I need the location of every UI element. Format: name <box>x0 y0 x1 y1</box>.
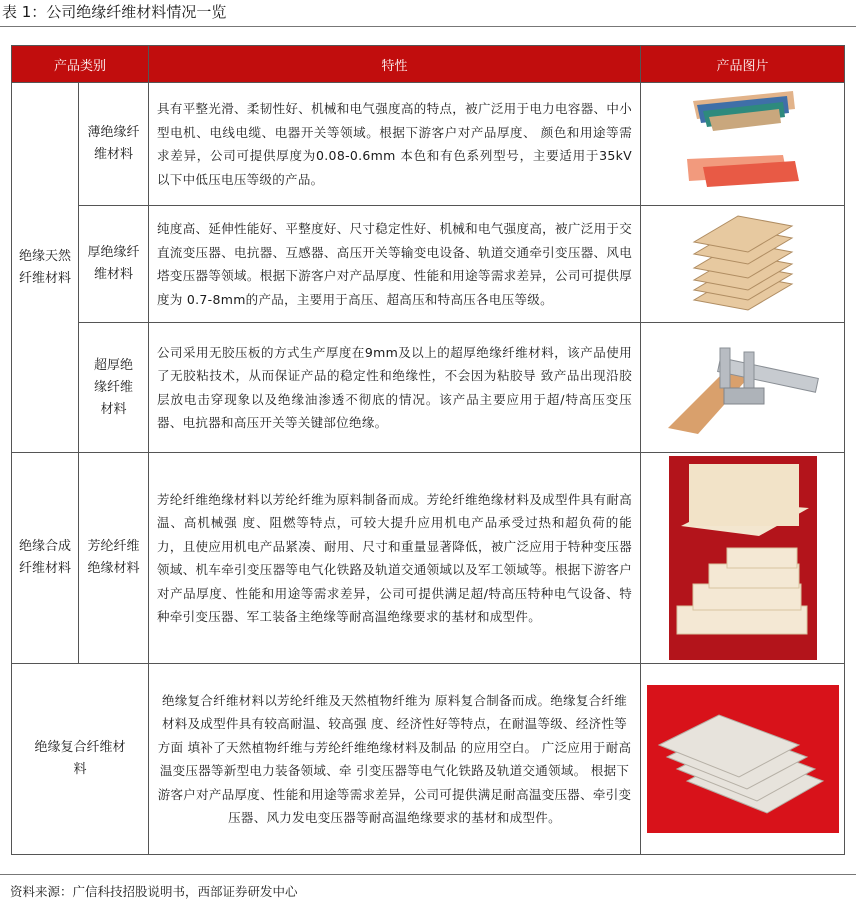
subcategory-thin <box>79 83 149 206</box>
product-table <box>11 45 845 855</box>
group-composite <box>12 664 149 855</box>
source-divider <box>0 874 856 875</box>
thin-sheets-icon <box>683 89 803 199</box>
feature-thick: 纯度高、延伸性能好、平整度好、尺寸稳定性好、机械和电气强度高，被广泛用于交直流变压器、电抗器、互感器、高压开关等输变电设备、轨道交通牵引变压器、风电塔变压器等领域。根据下游客户对产品厚度、性能和用途等需求差异，公司可提供厚度为 0.7-8mm的产品，主要用于高压、超高压和特高压各电压等级。 <box>149 206 641 323</box>
image-composite <box>641 664 845 855</box>
image-caliper <box>641 323 845 453</box>
table-row <box>12 664 845 855</box>
subcategory-thick <box>79 206 149 323</box>
subcategory-ultra-thick <box>79 323 149 453</box>
header-category: 产品类别 <box>12 46 149 83</box>
group-composite-label: 绝缘复合纤维材料 <box>34 740 126 777</box>
feature-composite: 绝缘复合纤维材料以芳纶纤维及天然植物纤维为 原料复合制备而成。绝缘复合纤维材料及成型件具有较高耐温、较高强 度、经济性好等特点，在耐温等级、经济性等方面 填补了天然植物纤维与芳纶纤维绝缘材料及制品 的应用空白。 广泛应用于耐高温变压器等新型电力装备领域、牵 引变压器等电气化铁路及轨道交通领域。 根据下游客户对产品厚度、性能和用途等需求差异，公司可提供满足耐高温变压器、牵引变压器、风力发电变压器等耐高温绝缘要求的基材和成型件。 <box>149 664 641 855</box>
table-header-row <box>12 46 845 83</box>
header-image: 产品图片 <box>641 46 845 83</box>
group-synthetic-label: 绝缘合成纤维材料 <box>18 539 71 576</box>
thick-boards-icon <box>688 214 798 314</box>
subcategory-ultra-thick-label: 超厚绝缘纤维材料 <box>93 357 133 417</box>
subcategory-aramid <box>79 453 149 664</box>
table-row <box>12 206 845 323</box>
table-row <box>12 83 845 206</box>
image-aramid <box>641 453 845 664</box>
feature-ultra-thick: 公司采用无胶压板的方式生产厚度在9mm及以上的超厚绝缘纤维材料，该产品使用了无胶粘技术，从而保证产品的稳定性和绝缘性，不会因为粘胶导 致产品出现沿胶层放电击穿现象以及绝缘油渗透不彻底的情况。该产品主要应用于超/特高压变压器、电抗器和高压开关等关键部位绝缘。 <box>149 323 641 453</box>
composite-sheets-icon <box>647 685 839 833</box>
header-features: 特性 <box>149 46 641 83</box>
subcategory-thick-label: 厚绝缘纤维材料 <box>87 245 140 282</box>
image-thin-sheets <box>641 83 845 206</box>
subcategory-thin-label: 薄绝缘纤维材料 <box>87 125 140 162</box>
group-natural-label: 绝缘天然纤维材料 <box>18 248 71 286</box>
feature-thin: 具有平整光滑、柔韧性好、机械和电气强度高的特点，被广泛用于电力电容器、中小型电机、电线电缆、电器开关等领域。根据下游客户对产品厚度、 颜色和用途等需求差异，公司可提供厚度为0.08-0.6mm 本色和有色系列型号，主要适用于35kV以下中低压电压等级的产品。 <box>149 83 641 206</box>
table-row <box>12 323 845 453</box>
aramid-products-icon <box>669 456 817 660</box>
group-synthetic <box>12 453 79 664</box>
image-thick-boards <box>641 206 845 323</box>
table-row <box>12 453 845 664</box>
group-natural <box>12 83 79 453</box>
caliper-icon <box>658 338 828 438</box>
subcategory-aramid-label: 芳纶纤维绝缘材料 <box>87 539 140 576</box>
feature-aramid: 芳纶纤维绝缘材料以芳纶纤维为原料制备而成。芳纶纤维绝缘材料及成型件具有耐高温、高机械强 度、阻燃等特点，可较大提升应用机电产品承受过热和超负荷的能力，且使应用机电产品紧凑、耐用、尺寸和重量显著降低，被广泛应用于特种变压器领域、机车牵引变压器等电气化铁路及轨道交通领域以及军工领域等。根据下游客户对产品厚度、性能和用途等需求差异，公司可提供满足超/特高压特种电气设备、特种牵引变压器、军工装备主绝缘等耐高温绝缘要求的基材和成型件。 <box>149 453 641 664</box>
table-title: 表 1：公司绝缘纤维材料情况一览 <box>2 3 227 21</box>
source-note: 资料来源：广信科技招股说明书，西部证券研发中心 <box>10 884 298 899</box>
title-divider <box>0 26 856 27</box>
